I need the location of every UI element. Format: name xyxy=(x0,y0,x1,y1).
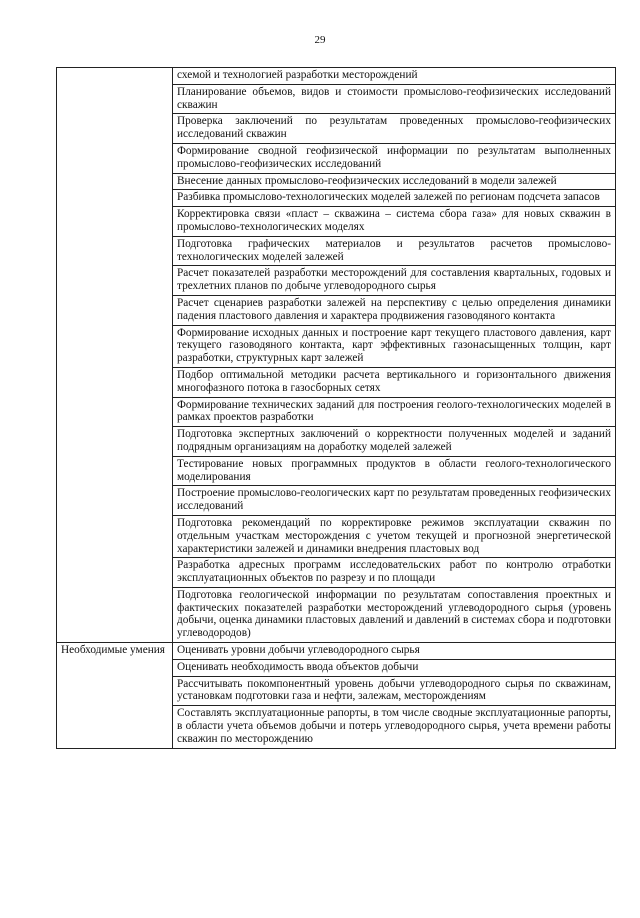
item-description: Формирование технических заданий для построения геолого-технологических моделей в рамках проектов разработки xyxy=(173,397,616,427)
item-description: Оценивать необходимость ввода объектов добычи xyxy=(173,659,616,676)
item-description: Подбор оптимальной методики расчета вертикального и горизонтального движения многофазного потока в газосборных сетях xyxy=(173,367,616,397)
item-description: Проверка заключений по результатам проведенных промыслово-геофизических исследований скважин xyxy=(173,114,616,144)
item-description: Построение промыслово-геологических карт по результатам проведенных геофизических исследований xyxy=(173,486,616,516)
item-description: Расчет показателей разработки месторождений для составления квартальных, годовых и трехлетних планов по добыче углеводородного сырья xyxy=(173,266,616,296)
item-description: Внесение данных промыслово-геофизических исследований в модели залежей xyxy=(173,173,616,190)
requirements-table-body xyxy=(57,68,616,749)
page-number: 29 xyxy=(314,34,326,46)
item-description: Разбивка промыслово-технологических моделей залежей по регионам подсчета запасов xyxy=(173,190,616,207)
item-description: Разработка адресных программ исследовательских работ по контролю отработки эксплуатационных объектов по разрезу и по площади xyxy=(173,558,616,588)
item-description: Подготовка геологической информации по результатам сопоставления проектных и фактических показателей разработки месторождений углеводородного сырья (уровень добычи, оценка динамики пластовых давлений и давлений в системах сбора и подготовки углеводородов) xyxy=(173,587,616,642)
item-description: Оценивать уровни добычи углеводородного сырья xyxy=(173,643,616,660)
item-description: схемой и технологией разработки месторождений xyxy=(173,68,616,85)
item-description: Тестирование новых программных продуктов в области геолого-технологического моделирования xyxy=(173,456,616,486)
item-description: Подготовка экспертных заключений о корректности полученных моделей и заданий подрядным организациям на доработку моделей залежей xyxy=(173,427,616,457)
item-description: Планирование объемов, видов и стоимости промыслово-геофизических исследований скважин xyxy=(173,84,616,114)
item-description: Подготовка графических материалов и результатов расчетов промыслово-технологических моделей залежей xyxy=(173,236,616,266)
section-label: Необходимые умения xyxy=(57,643,173,749)
item-description: Составлять эксплуатационные рапорты, в том числе сводные эксплуатационные рапорты, в области учета объемов добычи и потерь углеводородного сырья, учета времени работы скважин по месторождению xyxy=(173,706,616,748)
table-row xyxy=(57,643,616,660)
item-description: Рассчитывать покомпонентный уровень добычи углеводородного сырья по скважинам, установкам подготовки газа и нефти, залежам, месторождениям xyxy=(173,676,616,706)
requirements-table xyxy=(56,67,616,749)
item-description: Формирование сводной геофизической информации по результатам выполненных промыслово-геофизических исследований xyxy=(173,143,616,173)
table-row xyxy=(57,68,616,85)
item-description: Корректировка связи «пласт – скважина – система сбора газа» для новых скважин в промыслово-технологических моделях xyxy=(173,207,616,237)
item-description: Подготовка рекомендаций по корректировке режимов эксплуатации скважин по отдельным участкам месторождения с учетом текущей и прогнозной энергетической характеристики залежей и динамики внедрения пластовых вод xyxy=(173,515,616,557)
item-description: Формирование исходных данных и построение карт текущего пластового давления, карт текущего газоводяного контакта, карт эффективных газонасыщенных толщин, карт разработки, структурных карт залежей xyxy=(173,325,616,367)
item-description: Расчет сценариев разработки залежей на перспективу с целью определения динамики падения пластового давления и характера продвижения газоводяного контакта xyxy=(173,295,616,325)
section-label xyxy=(57,68,173,643)
